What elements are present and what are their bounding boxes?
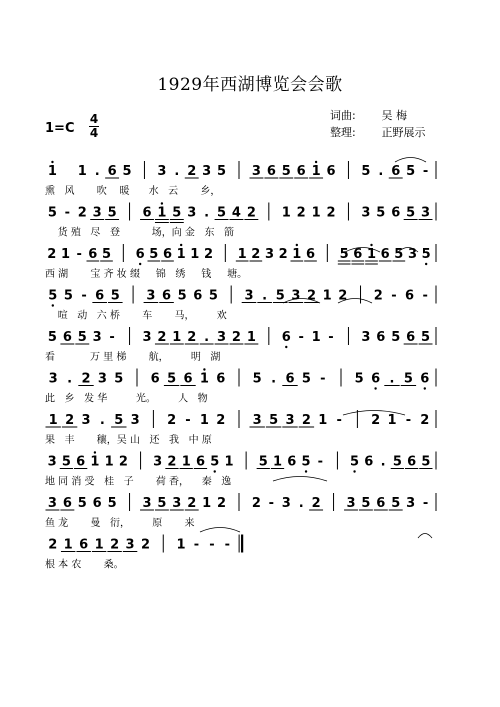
note: 6 — [364, 454, 374, 470]
slur — [273, 477, 327, 482]
note: 5 — [354, 371, 364, 387]
note: 6 — [405, 288, 415, 304]
octave-dot-below — [285, 346, 287, 348]
note: 2 — [420, 413, 430, 428]
note: 6 — [281, 330, 291, 345]
note: 1 — [202, 496, 212, 511]
note: 2 — [187, 496, 197, 511]
note: 1 — [318, 413, 328, 428]
note: 3 — [361, 205, 371, 221]
lyrics-line: 果 丰 穰，吴 山 还 我 中 原 — [45, 435, 212, 446]
octave-dot-below — [305, 470, 307, 472]
note: 2 — [251, 247, 261, 262]
note: 3 — [187, 205, 197, 221]
note: 6 — [135, 247, 145, 262]
note: 6 — [162, 247, 173, 262]
note: 6 — [407, 454, 417, 470]
note: 1 — [246, 330, 256, 345]
note: 6 — [88, 247, 98, 262]
note: 6 — [326, 164, 336, 179]
note: - — [224, 537, 231, 553]
note: . — [389, 371, 395, 387]
lyrics-line: 根 本 农 桑。 — [45, 559, 124, 571]
note: 3 — [281, 496, 291, 511]
note: 1 — [47, 164, 57, 179]
note: 3 — [81, 413, 91, 428]
note: 3 — [47, 496, 57, 511]
note: 2 — [373, 288, 383, 304]
note: 3 — [407, 247, 418, 262]
note: 3 — [142, 330, 152, 345]
time-signature-bottom: 4 — [89, 126, 99, 140]
note: - — [81, 288, 87, 304]
note: 2 — [118, 454, 128, 470]
note: 5 — [167, 371, 177, 387]
note: 3 — [421, 205, 431, 221]
note: 5 — [301, 371, 311, 387]
note: 2 — [65, 413, 75, 428]
note: - — [320, 371, 326, 387]
note: 1 — [176, 247, 186, 262]
note: 2 — [110, 537, 120, 553]
note: 1 — [322, 288, 332, 304]
note: 6 — [150, 371, 160, 387]
note: 3 — [97, 371, 107, 387]
note: 5 — [361, 496, 371, 511]
note: 3 — [252, 413, 262, 428]
note: 5 — [258, 454, 268, 470]
octave-dot-above — [51, 161, 53, 163]
note: - — [193, 537, 200, 553]
octave-dot-below — [52, 304, 54, 306]
note: 6 — [285, 371, 295, 387]
note: . — [378, 164, 384, 179]
note: 5 — [376, 205, 386, 221]
octave-dot-above — [180, 244, 182, 246]
slur — [395, 158, 426, 163]
note: 3 — [130, 413, 140, 428]
note: 1 — [224, 454, 234, 470]
lyrics-line: 熏 风 吹 暖 水 云 乡， — [45, 186, 221, 197]
note: 5 — [77, 496, 87, 511]
note: 5 — [339, 247, 349, 262]
note: 2 — [47, 247, 57, 262]
note: 5 — [391, 496, 401, 511]
note: 1 — [48, 413, 58, 428]
note: 2 — [203, 247, 214, 262]
lyrics-line: 此 乡 发 华 光。 人 物 — [45, 393, 208, 405]
note: 5 — [172, 205, 182, 221]
octave-dot-above — [370, 244, 372, 246]
note: 2 — [187, 164, 197, 179]
note: - — [109, 330, 115, 345]
note: 2 — [141, 537, 151, 553]
note: 5 — [421, 454, 431, 470]
lyrics-line: 看 万 里 梯 航， 明 湖 — [45, 352, 221, 363]
note: 4 — [231, 205, 241, 221]
octave-dot-above — [161, 202, 163, 204]
note: 6 — [296, 164, 306, 179]
note: 3 — [146, 288, 156, 304]
note: 5 — [275, 288, 285, 304]
note: 1 — [366, 247, 377, 262]
note: 1 — [281, 205, 291, 221]
note: 2 — [306, 288, 316, 304]
key-signature: 1=C — [45, 121, 75, 136]
note: 2 — [77, 205, 87, 221]
note: 3 — [142, 496, 152, 511]
note: 3 — [244, 288, 254, 304]
note: 1 — [181, 454, 191, 470]
lyrics-line: 喧 动 六 桥 车 马， 欢 — [45, 310, 227, 322]
note: 6 — [92, 496, 102, 511]
octave-dot-below — [353, 470, 355, 472]
time-signature-top: 4 — [89, 112, 99, 126]
note: 5 — [406, 164, 416, 179]
note: 6 — [195, 454, 206, 470]
song-title: 1929年西湖博览会会歌 — [157, 75, 343, 95]
note: 2 — [296, 205, 306, 221]
note: 3 — [202, 164, 212, 179]
note: . — [99, 413, 105, 428]
note: 1 — [90, 454, 100, 470]
note: 6 — [183, 371, 193, 387]
note: 6 — [62, 330, 72, 345]
note: 5 — [391, 330, 401, 345]
note: 1 — [311, 164, 321, 179]
note: 2 — [48, 537, 58, 553]
note: 3 — [153, 454, 163, 470]
note: 6 — [62, 496, 72, 511]
note: 6 — [193, 288, 203, 304]
note: 3 — [172, 496, 182, 511]
lyrics-line: 鱼 龙 曼 衍， 原 来 — [45, 518, 195, 529]
note: 6 — [371, 371, 381, 387]
octave-dot-below — [214, 470, 216, 472]
note: 5 — [77, 330, 87, 345]
note: 5 — [392, 454, 402, 470]
note: 5 — [269, 413, 279, 428]
note: 6 — [406, 330, 416, 345]
note: 2 — [371, 413, 381, 428]
note: . — [174, 164, 180, 179]
note: 6 — [305, 247, 316, 262]
octave-dot-below — [374, 387, 376, 389]
note: 5 — [252, 371, 262, 387]
note: 5 — [101, 247, 112, 262]
note: - — [336, 413, 342, 428]
lyrics-line: 地 同 消 受 桂 子 荷 香， 秦 逸 — [45, 476, 232, 488]
note: 1 — [199, 413, 209, 428]
note: - — [298, 330, 304, 345]
lyrics-line: 货 殖 尽 登 场，向 金 东 箭 — [45, 227, 235, 239]
note: 5 — [350, 454, 360, 470]
note: 3 — [47, 454, 57, 470]
note: . — [271, 371, 277, 387]
note: 5 — [47, 330, 57, 345]
note: 6 — [216, 371, 226, 387]
slur — [200, 528, 240, 533]
note: 2 — [167, 454, 177, 470]
octave-dot-above — [203, 368, 205, 370]
octave-dot-below — [424, 387, 426, 389]
note: 5 — [177, 288, 187, 304]
note: 5 — [394, 247, 404, 262]
note: 2 — [246, 205, 256, 221]
note: 6 — [353, 247, 363, 262]
note: 6 — [287, 454, 297, 470]
note: 3 — [92, 205, 102, 221]
note: 1 — [157, 205, 167, 221]
note: 5 — [114, 371, 124, 387]
note: 6 — [142, 205, 152, 221]
note: 5 — [421, 330, 431, 345]
note: 3 — [285, 413, 295, 428]
note: 2 — [326, 205, 336, 221]
note: . — [380, 454, 386, 470]
note: - — [422, 164, 429, 179]
note: 2 — [278, 247, 288, 262]
note: 6 — [420, 371, 430, 387]
note: 2 — [311, 496, 321, 511]
note: - — [405, 413, 412, 428]
note: 1 — [77, 164, 87, 179]
note: 6 — [391, 205, 401, 221]
note: 1 — [172, 330, 182, 345]
note: 6 — [266, 164, 276, 179]
note: . — [298, 496, 304, 511]
note: 5 — [107, 205, 117, 221]
note: 5 — [114, 413, 124, 428]
note: - — [317, 454, 324, 470]
note: 3 — [125, 537, 135, 553]
note: 2 — [81, 371, 91, 387]
credit-value: 吴 梅 — [381, 109, 407, 122]
note: 5 — [406, 205, 416, 221]
note: 5 — [122, 164, 132, 179]
note: 5 — [210, 454, 220, 470]
note: 6 — [95, 288, 105, 304]
octave-dot-below — [425, 263, 427, 265]
note: 1 — [176, 537, 186, 553]
note: 2 — [157, 330, 167, 345]
note: - — [268, 496, 275, 511]
note: 5 — [47, 205, 57, 221]
note: 3 — [264, 247, 275, 262]
note: 5 — [48, 288, 58, 304]
note: 1 — [311, 330, 321, 345]
note: 5 — [217, 205, 227, 221]
note: 2 — [338, 288, 348, 304]
lyrics-line: 西 湖 宝 齐 妆 缀 锦 绣 钱 塘。 — [45, 269, 248, 280]
note: 1 — [199, 371, 209, 387]
note: 1 — [104, 454, 114, 470]
note: 5 — [301, 454, 311, 470]
note: 6 — [376, 330, 386, 345]
note: 5 — [403, 371, 413, 387]
note: 2 — [217, 496, 227, 511]
note: 5 — [149, 247, 159, 262]
note: . — [204, 205, 210, 221]
note: 6 — [76, 454, 86, 470]
note: 1 — [190, 247, 200, 262]
note: . — [94, 164, 100, 179]
note: - — [76, 247, 82, 262]
note: 2 — [301, 413, 311, 428]
note: - — [422, 288, 428, 304]
note: 5 — [361, 164, 371, 179]
note: 3 — [92, 330, 102, 345]
note: 1 — [292, 247, 302, 262]
octave-dot-above — [296, 244, 298, 246]
note: 2 — [231, 330, 241, 345]
note: 5 — [110, 288, 120, 304]
note: 2 — [167, 413, 177, 428]
note: 5 — [208, 288, 218, 304]
note: 3 — [406, 496, 416, 511]
octave-dot-below — [139, 263, 141, 265]
note: 3 — [346, 496, 356, 511]
note: 6 — [107, 164, 117, 179]
credit-label: 整理: — [330, 126, 356, 139]
note: - — [185, 413, 191, 428]
note: 1 — [387, 413, 397, 428]
note: - — [209, 537, 215, 553]
note: 5 — [421, 247, 431, 262]
note: 1 — [311, 205, 321, 221]
note: . — [204, 330, 210, 345]
note: 2 — [251, 496, 261, 511]
note: 5 — [157, 496, 167, 511]
octave-dot-above — [94, 451, 96, 453]
note: 3 — [361, 330, 371, 345]
note: 6 — [79, 537, 89, 553]
note: . — [262, 288, 268, 304]
note: 2 — [216, 413, 226, 428]
note: 1 — [94, 537, 104, 553]
note: 3 — [217, 330, 227, 345]
note: 3 — [48, 371, 58, 387]
note: 1 — [272, 454, 283, 470]
note: 1 — [237, 247, 247, 262]
note: 6 — [380, 247, 390, 262]
note: 3 — [251, 164, 261, 179]
note: 5 — [107, 496, 117, 511]
note: - — [391, 288, 397, 304]
slur — [418, 534, 432, 539]
note: - — [422, 496, 429, 511]
note: 6 — [391, 164, 401, 179]
octave-dot-above — [315, 161, 317, 163]
note: - — [328, 330, 334, 345]
note: . — [67, 371, 73, 387]
note: 2 — [187, 330, 197, 345]
credit-value: 正野展示 — [381, 126, 426, 139]
credit-label: 词曲: — [330, 109, 356, 122]
note: 5 — [61, 454, 71, 470]
note: 1 — [60, 247, 71, 262]
note: 3 — [157, 164, 167, 179]
note: 5 — [217, 164, 227, 179]
note: 5 — [63, 288, 73, 304]
note: 6 — [162, 288, 172, 304]
note: 3 — [291, 288, 301, 304]
note: 5 — [281, 164, 291, 179]
note: 1 — [63, 537, 73, 553]
note: 6 — [376, 496, 386, 511]
note: - — [64, 205, 71, 221]
